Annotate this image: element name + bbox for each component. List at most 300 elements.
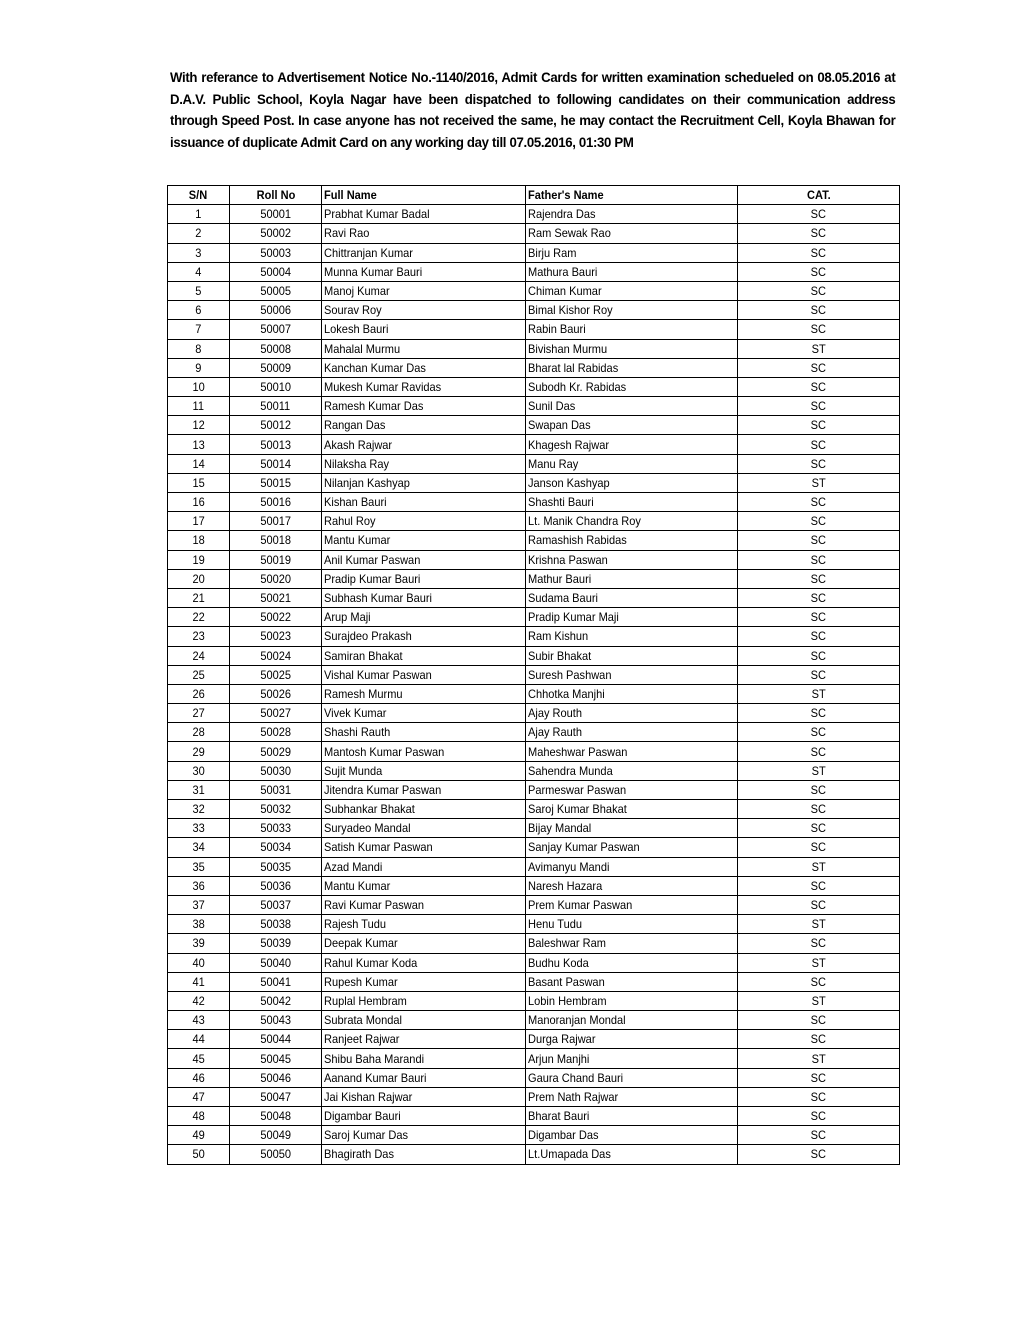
cell-fathers-name: Bharat Bauri [526, 1107, 738, 1126]
cell-full-name: Shibu Baha Marandi [322, 1049, 526, 1068]
cell-roll-no: 50002 [230, 224, 322, 243]
cell-full-name: Pradip Kumar Bauri [322, 569, 526, 588]
cell-category: SC [738, 493, 900, 512]
cell-roll-no: 50023 [230, 627, 322, 646]
table-row [168, 339, 900, 358]
cell-fathers-name: Sanjay Kumar Paswan [526, 838, 738, 857]
cell-sn: 20 [168, 569, 230, 588]
header-fathers-name: Father's Name [526, 186, 738, 205]
cell-fathers-name: Sahendra Munda [526, 761, 738, 780]
cell-sn: 36 [168, 876, 230, 895]
cell-category: SC [738, 454, 900, 473]
cell-fathers-name: Parmeswar Paswan [526, 780, 738, 799]
cell-roll-no: 50004 [230, 262, 322, 281]
cell-fathers-name: Khagesh Rajwar [526, 435, 738, 454]
cell-sn: 15 [168, 473, 230, 492]
table-row [168, 1030, 900, 1049]
cell-category: SC [738, 895, 900, 914]
cell-sn: 49 [168, 1126, 230, 1145]
cell-category: SC [738, 1087, 900, 1106]
cell-fathers-name: Bimal Kishor Roy [526, 301, 738, 320]
table-row [168, 991, 900, 1010]
table-row [168, 915, 900, 934]
cell-roll-no: 50012 [230, 416, 322, 435]
cell-roll-no: 50015 [230, 473, 322, 492]
table-row [168, 493, 900, 512]
cell-roll-no: 50029 [230, 742, 322, 761]
cell-full-name: Arup Maji [322, 608, 526, 627]
cell-fathers-name: Henu Tudu [526, 915, 738, 934]
table-row [168, 550, 900, 569]
table-row [168, 761, 900, 780]
cell-sn: 41 [168, 972, 230, 991]
cell-sn: 24 [168, 646, 230, 665]
cell-fathers-name: Krishna Paswan [526, 550, 738, 569]
cell-full-name: Digambar Bauri [322, 1107, 526, 1126]
cell-full-name: Surajdeo Prakash [322, 627, 526, 646]
table-row [168, 243, 900, 262]
cell-category: SC [738, 416, 900, 435]
cell-fathers-name: Sunil Das [526, 397, 738, 416]
cell-category: SC [738, 1068, 900, 1087]
cell-category: SC [738, 723, 900, 742]
cell-roll-no: 50008 [230, 339, 322, 358]
cell-category: SC [738, 205, 900, 224]
cell-full-name: Vishal Kumar Paswan [322, 665, 526, 684]
cell-sn: 43 [168, 1011, 230, 1030]
cell-full-name: Saroj Kumar Das [322, 1126, 526, 1145]
cell-category: ST [738, 684, 900, 703]
cell-full-name: Subrata Mondal [322, 1011, 526, 1030]
table-row [168, 416, 900, 435]
table-row [168, 953, 900, 972]
cell-category: SC [738, 281, 900, 300]
cell-fathers-name: Mathur Bauri [526, 569, 738, 588]
cell-sn: 33 [168, 819, 230, 838]
table-row [168, 1087, 900, 1106]
table-row [168, 742, 900, 761]
cell-category: SC [738, 704, 900, 723]
notice-paragraph: With referance to Advertisement Notice No.-1140/2016, Admit Cards for written examination schedueled on 08.05.2016 at D.A.V. Public School, Koyla Nagar have been dispatched to following candidates on their communication address through Speed Post. In case anyone has not received the same, he may contact the Recruitment Cell, Koyla Bhawan for issuance of duplicate Admit Card on any working day till 07.05.2016, 01:30 PM [170, 70, 896, 151]
cell-category: SC [738, 646, 900, 665]
cell-roll-no: 50028 [230, 723, 322, 742]
cell-sn: 5 [168, 281, 230, 300]
cell-category: SC [738, 876, 900, 895]
cell-full-name: Rupesh Kumar [322, 972, 526, 991]
cell-roll-no: 50045 [230, 1049, 322, 1068]
cell-roll-no: 50046 [230, 1068, 322, 1087]
cell-sn: 27 [168, 704, 230, 723]
cell-category: SC [738, 512, 900, 531]
cell-fathers-name: Ajay Routh [526, 704, 738, 723]
table-row [168, 301, 900, 320]
cell-fathers-name: Shashti Bauri [526, 493, 738, 512]
cell-full-name: Jai Kishan Rajwar [322, 1087, 526, 1106]
cell-roll-no: 50026 [230, 684, 322, 703]
cell-category: SC [738, 358, 900, 377]
table-row [168, 704, 900, 723]
cell-category: SC [738, 1030, 900, 1049]
cell-fathers-name: Prem Kumar Paswan [526, 895, 738, 914]
cell-full-name: Manoj Kumar [322, 281, 526, 300]
cell-sn: 47 [168, 1087, 230, 1106]
cell-sn: 40 [168, 953, 230, 972]
cell-category: SC [738, 550, 900, 569]
cell-fathers-name: Bijay Mandal [526, 819, 738, 838]
cell-roll-no: 50001 [230, 205, 322, 224]
cell-fathers-name: Naresh Hazara [526, 876, 738, 895]
table-row [168, 377, 900, 396]
cell-category: ST [738, 761, 900, 780]
cell-category: SC [738, 819, 900, 838]
cell-roll-no: 50005 [230, 281, 322, 300]
cell-sn: 46 [168, 1068, 230, 1087]
cell-roll-no: 50019 [230, 550, 322, 569]
cell-roll-no: 50025 [230, 665, 322, 684]
cell-full-name: Bhagirath Das [322, 1145, 526, 1164]
cell-full-name: Satish Kumar Paswan [322, 838, 526, 857]
table-row [168, 780, 900, 799]
cell-roll-no: 50009 [230, 358, 322, 377]
table-row [168, 723, 900, 742]
cell-sn: 17 [168, 512, 230, 531]
table-row [168, 1068, 900, 1087]
cell-roll-no: 50040 [230, 953, 322, 972]
table-row [168, 454, 900, 473]
cell-sn: 25 [168, 665, 230, 684]
cell-category: SC [738, 608, 900, 627]
cell-fathers-name: Subir Bhakat [526, 646, 738, 665]
cell-roll-no: 50039 [230, 934, 322, 953]
cell-sn: 35 [168, 857, 230, 876]
cell-sn: 42 [168, 991, 230, 1010]
cell-sn: 10 [168, 377, 230, 396]
table-row [168, 1126, 900, 1145]
cell-roll-no: 50048 [230, 1107, 322, 1126]
cell-fathers-name: Durga Rajwar [526, 1030, 738, 1049]
cell-roll-no: 50013 [230, 435, 322, 454]
cell-category: SC [738, 588, 900, 607]
cell-fathers-name: Chiman Kumar [526, 281, 738, 300]
cell-category: SC [738, 934, 900, 953]
cell-sn: 38 [168, 915, 230, 934]
cell-fathers-name: Gaura Chand Bauri [526, 1068, 738, 1087]
cell-sn: 37 [168, 895, 230, 914]
cell-roll-no: 50022 [230, 608, 322, 627]
cell-fathers-name: Maheshwar Paswan [526, 742, 738, 761]
table-row [168, 838, 900, 857]
cell-full-name: Deepak Kumar [322, 934, 526, 953]
cell-roll-no: 50037 [230, 895, 322, 914]
cell-fathers-name: Lt. Manik Chandra Roy [526, 512, 738, 531]
cell-category: ST [738, 857, 900, 876]
cell-category: SC [738, 838, 900, 857]
cell-fathers-name: Ram Sewak Rao [526, 224, 738, 243]
cell-sn: 21 [168, 588, 230, 607]
cell-sn: 50 [168, 1145, 230, 1164]
cell-full-name: Mantosh Kumar Paswan [322, 742, 526, 761]
cell-roll-no: 50047 [230, 1087, 322, 1106]
table-row [168, 608, 900, 627]
cell-full-name: Subhash Kumar Bauri [322, 588, 526, 607]
cell-sn: 13 [168, 435, 230, 454]
table-row [168, 320, 900, 339]
cell-category: ST [738, 953, 900, 972]
table-row [168, 262, 900, 281]
cell-roll-no: 50038 [230, 915, 322, 934]
cell-full-name: Vivek Kumar [322, 704, 526, 723]
cell-sn: 11 [168, 397, 230, 416]
table-row [168, 1049, 900, 1068]
table-row [168, 397, 900, 416]
table-row [168, 588, 900, 607]
cell-sn: 28 [168, 723, 230, 742]
cell-full-name: Ravi Rao [322, 224, 526, 243]
cell-category: SC [738, 665, 900, 684]
cell-sn: 18 [168, 531, 230, 550]
cell-category: SC [738, 1145, 900, 1164]
cell-full-name: Azad Mandi [322, 857, 526, 876]
cell-full-name: Ravi Kumar Paswan [322, 895, 526, 914]
cell-full-name: Ramesh Kumar Das [322, 397, 526, 416]
cell-fathers-name: Budhu Koda [526, 953, 738, 972]
cell-sn: 19 [168, 550, 230, 569]
cell-full-name: Chittranjan Kumar [322, 243, 526, 262]
cell-full-name: Shashi Rauth [322, 723, 526, 742]
table-row [168, 646, 900, 665]
header-sn: S/N [168, 186, 230, 205]
cell-category: ST [738, 473, 900, 492]
cell-fathers-name: Digambar Das [526, 1126, 738, 1145]
cell-sn: 3 [168, 243, 230, 262]
cell-fathers-name: Sudama Bauri [526, 588, 738, 607]
cell-fathers-name: Subodh Kr. Rabidas [526, 377, 738, 396]
cell-sn: 6 [168, 301, 230, 320]
cell-fathers-name: Mathura Bauri [526, 262, 738, 281]
cell-full-name: Sujit Munda [322, 761, 526, 780]
header-category: CAT. [738, 186, 900, 205]
header-roll-no: Roll No [230, 186, 322, 205]
table-row [168, 205, 900, 224]
cell-category: ST [738, 1049, 900, 1068]
table-row [168, 569, 900, 588]
table-row [168, 857, 900, 876]
cell-sn: 23 [168, 627, 230, 646]
cell-roll-no: 50024 [230, 646, 322, 665]
table-row [168, 972, 900, 991]
cell-sn: 2 [168, 224, 230, 243]
cell-sn: 22 [168, 608, 230, 627]
cell-sn: 1 [168, 205, 230, 224]
table-row [168, 1145, 900, 1164]
cell-fathers-name: Prem Nath Rajwar [526, 1087, 738, 1106]
table-row [168, 358, 900, 377]
cell-sn: 29 [168, 742, 230, 761]
cell-category: ST [738, 339, 900, 358]
cell-full-name: Aanand Kumar Bauri [322, 1068, 526, 1087]
table-row [168, 627, 900, 646]
cell-sn: 39 [168, 934, 230, 953]
cell-roll-no: 50027 [230, 704, 322, 723]
cell-category: SC [738, 531, 900, 550]
cell-roll-no: 50032 [230, 800, 322, 819]
table-row [168, 665, 900, 684]
cell-fathers-name: Janson Kashyap [526, 473, 738, 492]
cell-roll-no: 50030 [230, 761, 322, 780]
cell-sn: 48 [168, 1107, 230, 1126]
cell-roll-no: 50050 [230, 1145, 322, 1164]
cell-roll-no: 50011 [230, 397, 322, 416]
cell-category: SC [738, 1126, 900, 1145]
cell-sn: 26 [168, 684, 230, 703]
cell-category: SC [738, 224, 900, 243]
table-row [168, 435, 900, 454]
cell-roll-no: 50014 [230, 454, 322, 473]
cell-fathers-name: Basant Paswan [526, 972, 738, 991]
cell-fathers-name: Bivishan Murmu [526, 339, 738, 358]
cell-full-name: Jitendra Kumar Paswan [322, 780, 526, 799]
cell-sn: 16 [168, 493, 230, 512]
cell-fathers-name: Chhotka Manjhi [526, 684, 738, 703]
table-row [168, 512, 900, 531]
cell-full-name: Akash Rajwar [322, 435, 526, 454]
table-row [168, 876, 900, 895]
cell-category: SC [738, 301, 900, 320]
cell-category: SC [738, 1107, 900, 1126]
cell-full-name: Munna Kumar Bauri [322, 262, 526, 281]
cell-sn: 14 [168, 454, 230, 473]
cell-sn: 9 [168, 358, 230, 377]
cell-roll-no: 50049 [230, 1126, 322, 1145]
header-full-name: Full Name [322, 186, 526, 205]
cell-roll-no: 50036 [230, 876, 322, 895]
cell-sn: 30 [168, 761, 230, 780]
cell-roll-no: 50034 [230, 838, 322, 857]
cell-full-name: Ranjeet Rajwar [322, 1030, 526, 1049]
cell-sn: 32 [168, 800, 230, 819]
cell-roll-no: 50042 [230, 991, 322, 1010]
cell-roll-no: 50010 [230, 377, 322, 396]
cell-full-name: Rahul Roy [322, 512, 526, 531]
cell-full-name: Mahalal Murmu [322, 339, 526, 358]
cell-full-name: Mukesh Kumar Ravidas [322, 377, 526, 396]
cell-category: SC [738, 569, 900, 588]
cell-roll-no: 50016 [230, 493, 322, 512]
cell-full-name: Subhankar Bhakat [322, 800, 526, 819]
cell-category: SC [738, 742, 900, 761]
cell-full-name: Sourav Roy [322, 301, 526, 320]
cell-fathers-name: Manoranjan Mondal [526, 1011, 738, 1030]
table-row [168, 895, 900, 914]
cell-roll-no: 50033 [230, 819, 322, 838]
cell-roll-no: 50003 [230, 243, 322, 262]
cell-roll-no: 50041 [230, 972, 322, 991]
cell-category: SC [738, 780, 900, 799]
table-row [168, 684, 900, 703]
cell-fathers-name: Lobin Hembram [526, 991, 738, 1010]
table-row [168, 1011, 900, 1030]
cell-sn: 8 [168, 339, 230, 358]
cell-fathers-name: Suresh Pashwan [526, 665, 738, 684]
table-row [168, 224, 900, 243]
cell-roll-no: 50035 [230, 857, 322, 876]
cell-category: SC [738, 435, 900, 454]
cell-fathers-name: Bharat lal Rabidas [526, 358, 738, 377]
cell-fathers-name: Manu Ray [526, 454, 738, 473]
cell-full-name: Rajesh Tudu [322, 915, 526, 934]
cell-sn: 34 [168, 838, 230, 857]
cell-fathers-name: Baleshwar Ram [526, 934, 738, 953]
cell-roll-no: 50021 [230, 588, 322, 607]
cell-full-name: Mantu Kumar [322, 876, 526, 895]
cell-fathers-name: Rajendra Das [526, 205, 738, 224]
cell-category: SC [738, 627, 900, 646]
cell-full-name: Nilaksha Ray [322, 454, 526, 473]
cell-fathers-name: Saroj Kumar Bhakat [526, 800, 738, 819]
cell-fathers-name: Ramashish Rabidas [526, 531, 738, 550]
cell-sn: 4 [168, 262, 230, 281]
cell-full-name: Anil Kumar Paswan [322, 550, 526, 569]
table-row [168, 800, 900, 819]
table-row [168, 281, 900, 300]
candidate-table [167, 185, 900, 1165]
cell-full-name: Samiran Bhakat [322, 646, 526, 665]
cell-full-name: Nilanjan Kashyap [322, 473, 526, 492]
cell-full-name: Mantu Kumar [322, 531, 526, 550]
cell-fathers-name: Ajay Rauth [526, 723, 738, 742]
cell-fathers-name: Swapan Das [526, 416, 738, 435]
cell-category: SC [738, 1011, 900, 1030]
cell-sn: 7 [168, 320, 230, 339]
table-row [168, 1107, 900, 1126]
table-row [168, 819, 900, 838]
cell-sn: 44 [168, 1030, 230, 1049]
cell-full-name: Prabhat Kumar Badal [322, 205, 526, 224]
cell-category: SC [738, 320, 900, 339]
cell-fathers-name: Rabin Bauri [526, 320, 738, 339]
cell-full-name: Kishan Bauri [322, 493, 526, 512]
cell-fathers-name: Lt.Umapada Das [526, 1145, 738, 1164]
table-row [168, 473, 900, 492]
cell-roll-no: 50018 [230, 531, 322, 550]
cell-category: SC [738, 262, 900, 281]
cell-roll-no: 50006 [230, 301, 322, 320]
cell-full-name: Ruplal Hembram [322, 991, 526, 1010]
cell-category: ST [738, 915, 900, 934]
table-row [168, 934, 900, 953]
cell-fathers-name: Avimanyu Mandi [526, 857, 738, 876]
cell-full-name: Suryadeo Mandal [322, 819, 526, 838]
cell-sn: 45 [168, 1049, 230, 1068]
cell-category: ST [738, 991, 900, 1010]
cell-roll-no: 50017 [230, 512, 322, 531]
cell-full-name: Lokesh Bauri [322, 320, 526, 339]
cell-roll-no: 50044 [230, 1030, 322, 1049]
cell-category: SC [738, 377, 900, 396]
cell-fathers-name: Birju Ram [526, 243, 738, 262]
cell-roll-no: 50020 [230, 569, 322, 588]
cell-fathers-name: Ram Kishun [526, 627, 738, 646]
cell-sn: 12 [168, 416, 230, 435]
cell-category: SC [738, 397, 900, 416]
cell-roll-no: 50031 [230, 780, 322, 799]
cell-roll-no: 50007 [230, 320, 322, 339]
cell-full-name: Rangan Das [322, 416, 526, 435]
cell-full-name: Rahul Kumar Koda [322, 953, 526, 972]
cell-full-name: Kanchan Kumar Das [322, 358, 526, 377]
table-header-row [168, 186, 900, 205]
cell-fathers-name: Arjun Manjhi [526, 1049, 738, 1068]
